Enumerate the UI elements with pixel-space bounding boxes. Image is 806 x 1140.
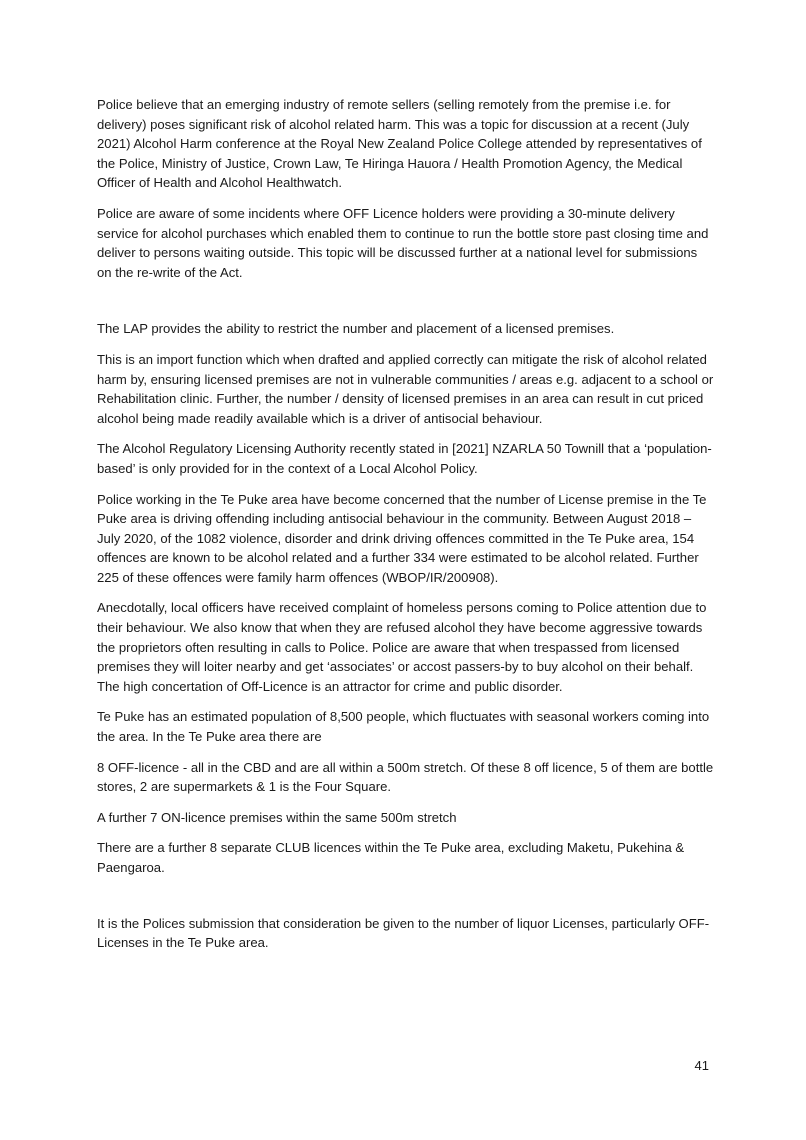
paragraph-delivery-incidents: Police are aware of some incidents where OFF Licence holders were providing a 30-minute delivery service for alcohol purchases which enabled them to continue to run the bottle store past closing time and deliver to persons waiting outside. This topic will be discussed further at a national level for submissions on the re-write of the Act.	[97, 205, 709, 280]
paragraph-import-function: This is an import function which when drafted and applied correctly can mitigate the risk of alcohol related harm by, ensuring licensed premises are not in vulnerable communities / areas e.g. adjacent to a school or Rehabilitation clinic. Further, the number / density of licensed premises in an area can result in cut priced alcohol being made readily available which is a driver of antisocial behaviour.	[97, 351, 714, 426]
paragraph-on-licence: A further 7 ON-licence premises within the same 500m stretch	[97, 809, 457, 825]
paragraph-lap-ability: The LAP provides the ability to restrict the number and placement of a licensed premises.	[97, 321, 615, 337]
paragraph-anecdotal: Anecdotally, local officers have received complaint of homeless persons coming to Police attention due to their behaviour. We also know that when they are refused alcohol they have become aggressive towards the proprietors often resulting in calls to Police. Police are aware that when trespassed from licensed premises they will loiter nearby and get ‘associates’ or accost passers-by to buy alcohol on their behalf. The high concertation of Off-Licence is an attractor for crime and public disorder.	[97, 600, 707, 694]
paragraph-te-puke-offending: Police working in the Te Puke area have become concerned that the number of License premise in the Te Puke area is driving offending including antisocial behaviour in the community. Between August 2018 – July 2020, of the 1082 violence, disorder and drink driving offences committed in the Te Puke area, 154 offences are known to be alcohol related and a further 334 were estimated to be alcohol related. Further 225 of these offences were family harm offences (WBOP/IR/200908).	[97, 491, 707, 585]
paragraph-population: Te Puke has an estimated population of 8,500 people, which fluctuates with seasonal workers coming into the area. In the Te Puke area there are	[97, 709, 710, 745]
page-body	[97, 95, 715, 964]
paragraph-submission: It is the Polices submission that consideration be given to the number of liquor Licenses, particularly OFF-Licenses in the Te Puke area.	[97, 915, 710, 951]
paragraph-arla-statement: The Alcohol Regulatory Licensing Authority recently stated in [2021] NZARLA 50 Townill that a ‘population-based’ is only provided for in the context of a Local Alcohol Policy.	[97, 441, 712, 476]
paragraph-off-licence: 8 OFF-licence - all in the CBD and are all within a 500m stretch. Of these 8 off licence, 5 of them are bottle stores, 2 are supermarkets & 1 is the Four Square.	[97, 759, 714, 795]
page-number: 41	[694, 1058, 709, 1073]
paragraph-club-licence: There are a further 8 separate CLUB licences within the Te Puke area, excluding Maketu, Pukehina & Paengaroa.	[97, 840, 685, 875]
paragraph-remote-sellers: Police believe that an emerging industry of remote sellers (selling remotely from the premise i.e. for delivery) poses significant risk of alcohol related harm. This was a topic for discussion at a recent (July 2021) Alcohol Harm conference at the Royal New Zealand Police College attended by representatives of the Police, Ministry of Justice, Crown Law, Te Hiringa Hauora / Health Promotion Agency, the Medical Officer of Health and Alcohol Healthwatch.	[97, 97, 702, 191]
